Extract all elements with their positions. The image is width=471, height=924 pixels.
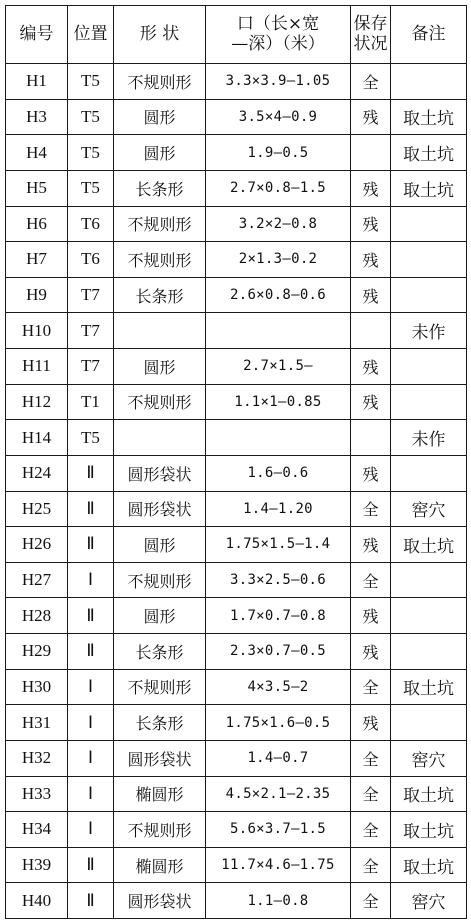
cell-notes: 取土坑 (391, 776, 467, 812)
cell-preservation: 残 (351, 705, 391, 741)
cell-preservation: 残 (351, 455, 391, 491)
cell-dimensions: 2.7×0.8—1.5 (206, 170, 351, 206)
cell-dimensions: 1.75×1.6—0.5 (206, 705, 351, 741)
table-row (6, 420, 467, 456)
cell-id: H7 (6, 242, 68, 278)
cell-shape: 椭圆形 (114, 847, 206, 883)
cell-notes: 取土坑 (391, 99, 467, 135)
cell-id: H32 (6, 740, 68, 776)
cell-shape: 不规则形 (114, 669, 206, 705)
cell-preservation: 全 (351, 64, 391, 100)
cell-dimensions (206, 313, 351, 349)
cell-location: Ⅰ (68, 562, 114, 598)
cell-notes (391, 242, 467, 278)
cell-notes (391, 64, 467, 100)
cell-preservation: 全 (351, 812, 391, 848)
cell-id: H9 (6, 277, 68, 313)
cell-shape: 圆形袋状 (114, 740, 206, 776)
cell-location: T7 (68, 349, 114, 385)
cell-notes: 取土坑 (391, 135, 467, 171)
table-row (6, 64, 467, 100)
cell-notes (391, 455, 467, 491)
table-row (6, 135, 467, 171)
cell-notes (391, 705, 467, 741)
pit-inventory-table (5, 5, 467, 919)
cell-shape: 圆形 (114, 349, 206, 385)
cell-preservation: 残 (351, 634, 391, 670)
cell-preservation: 残 (351, 527, 391, 563)
table-row (6, 776, 467, 812)
cell-location: T6 (68, 242, 114, 278)
cell-notes (391, 384, 467, 420)
cell-preservation (351, 313, 391, 349)
table-row (6, 705, 467, 741)
cell-shape: 长条形 (114, 277, 206, 313)
cell-dimensions: 1.6—0.6 (206, 455, 351, 491)
cell-preservation: 残 (351, 242, 391, 278)
cell-location: Ⅱ (68, 455, 114, 491)
cell-preservation: 全 (351, 562, 391, 598)
cell-notes (391, 598, 467, 634)
cell-shape: 长条形 (114, 705, 206, 741)
cell-location: Ⅰ (68, 705, 114, 741)
cell-location: T7 (68, 277, 114, 313)
cell-id: H25 (6, 491, 68, 527)
cell-id: H5 (6, 170, 68, 206)
table-row (6, 562, 467, 598)
cell-notes (391, 634, 467, 670)
cell-shape: 不规则形 (114, 384, 206, 420)
cell-location: Ⅱ (68, 847, 114, 883)
cell-location: T5 (68, 135, 114, 171)
cell-shape: 不规则形 (114, 64, 206, 100)
cell-shape: 长条形 (114, 170, 206, 206)
cell-location: Ⅰ (68, 776, 114, 812)
cell-location: T5 (68, 170, 114, 206)
cell-shape: 圆形袋状 (114, 455, 206, 491)
cell-location: Ⅱ (68, 527, 114, 563)
cell-id: H34 (6, 812, 68, 848)
cell-id: H11 (6, 349, 68, 385)
header-preservation (351, 6, 391, 64)
header-preservation-line2: 状况 (353, 33, 388, 54)
cell-notes (391, 206, 467, 242)
cell-shape: 不规则形 (114, 562, 206, 598)
cell-id: H33 (6, 776, 68, 812)
cell-shape: 不规则形 (114, 242, 206, 278)
cell-id: H24 (6, 455, 68, 491)
cell-location: Ⅰ (68, 669, 114, 705)
cell-dimensions: 4.5×2.1—2.35 (206, 776, 351, 812)
table-row (6, 313, 467, 349)
cell-id: H10 (6, 313, 68, 349)
cell-dimensions: 1.7×0.7—0.8 (206, 598, 351, 634)
cell-dimensions: 1.1—0.8 (206, 883, 351, 919)
cell-notes: 未作 (391, 420, 467, 456)
cell-preservation: 全 (351, 847, 391, 883)
header-dims (206, 6, 351, 64)
cell-location: Ⅱ (68, 491, 114, 527)
cell-preservation: 残 (351, 99, 391, 135)
cell-notes (391, 349, 467, 385)
table-row (6, 634, 467, 670)
cell-preservation: 全 (351, 491, 391, 527)
cell-shape: 圆形 (114, 99, 206, 135)
table-row (6, 242, 467, 278)
cell-shape (114, 313, 206, 349)
table-body (6, 64, 467, 919)
table-row (6, 740, 467, 776)
cell-preservation: 全 (351, 776, 391, 812)
header-dims-line2: —深）（米） (231, 33, 325, 54)
cell-preservation (351, 420, 391, 456)
cell-dimensions: 11.7×4.6—1.75 (206, 847, 351, 883)
cell-dimensions: 1.4—1.20 (206, 491, 351, 527)
cell-id: H28 (6, 598, 68, 634)
cell-notes (391, 562, 467, 598)
cell-shape: 圆形 (114, 598, 206, 634)
cell-notes: 窖穴 (391, 491, 467, 527)
header-id: 编号 (6, 6, 68, 64)
cell-dimensions: 3.3×2.5—0.6 (206, 562, 351, 598)
cell-dimensions: 2.7×1.5— (206, 349, 351, 385)
cell-location: T5 (68, 64, 114, 100)
table-row (6, 99, 467, 135)
cell-notes: 取土坑 (391, 527, 467, 563)
table-row (6, 847, 467, 883)
cell-shape: 圆形 (114, 135, 206, 171)
cell-shape: 不规则形 (114, 812, 206, 848)
table-row (6, 384, 467, 420)
cell-location: T7 (68, 313, 114, 349)
cell-shape: 不规则形 (114, 206, 206, 242)
cell-preservation: 残 (351, 349, 391, 385)
cell-notes: 取土坑 (391, 669, 467, 705)
header-preservation-line1: 保存 (353, 13, 388, 34)
cell-dimensions: 4×3.5—2 (206, 669, 351, 705)
cell-shape: 长条形 (114, 634, 206, 670)
table-row (6, 527, 467, 563)
table-row (6, 883, 467, 919)
cell-id: H6 (6, 206, 68, 242)
cell-location: Ⅱ (68, 598, 114, 634)
cell-notes: 取土坑 (391, 812, 467, 848)
cell-preservation: 全 (351, 883, 391, 919)
header-notes: 备注 (391, 6, 467, 64)
cell-id: H29 (6, 634, 68, 670)
header-dims-line1: 口（长×宽 (236, 13, 320, 34)
header-location: 位置 (68, 6, 114, 64)
cell-id: H1 (6, 64, 68, 100)
cell-preservation: 残 (351, 598, 391, 634)
cell-preservation: 残 (351, 206, 391, 242)
cell-notes: 未作 (391, 313, 467, 349)
table-row (6, 349, 467, 385)
cell-dimensions: 1.4—0.7 (206, 740, 351, 776)
cell-location: Ⅰ (68, 740, 114, 776)
cell-id: H12 (6, 384, 68, 420)
header-shape: 形 状 (114, 6, 206, 64)
cell-dimensions: 2×1.3—0.2 (206, 242, 351, 278)
cell-dimensions: 1.75×1.5—1.4 (206, 527, 351, 563)
table-row (6, 812, 467, 848)
cell-shape: 圆形 (114, 527, 206, 563)
cell-shape: 椭圆形 (114, 776, 206, 812)
cell-location: Ⅱ (68, 883, 114, 919)
cell-id: H39 (6, 847, 68, 883)
cell-preservation (351, 135, 391, 171)
cell-notes (391, 277, 467, 313)
cell-dimensions: 1.1×1—0.85 (206, 384, 351, 420)
table-row (6, 669, 467, 705)
cell-location: T5 (68, 99, 114, 135)
cell-notes: 窖穴 (391, 883, 467, 919)
cell-preservation: 残 (351, 277, 391, 313)
cell-id: H27 (6, 562, 68, 598)
cell-preservation: 全 (351, 669, 391, 705)
cell-id: H26 (6, 527, 68, 563)
header-row (6, 6, 467, 64)
table-header (6, 6, 467, 64)
table-row (6, 455, 467, 491)
cell-id: H31 (6, 705, 68, 741)
cell-location: T1 (68, 384, 114, 420)
cell-dimensions: 5.6×3.7—1.5 (206, 812, 351, 848)
cell-dimensions (206, 420, 351, 456)
cell-dimensions: 2.6×0.8—0.6 (206, 277, 351, 313)
cell-dimensions: 3.3×3.9—1.05 (206, 64, 351, 100)
cell-preservation: 全 (351, 740, 391, 776)
cell-shape: 圆形袋状 (114, 491, 206, 527)
cell-dimensions: 3.2×2—0.8 (206, 206, 351, 242)
cell-notes: 窖穴 (391, 740, 467, 776)
cell-preservation: 残 (351, 384, 391, 420)
cell-location: Ⅰ (68, 812, 114, 848)
table-row (6, 170, 467, 206)
table-row (6, 206, 467, 242)
cell-dimensions: 1.9—0.5 (206, 135, 351, 171)
cell-location: Ⅱ (68, 634, 114, 670)
cell-location: T5 (68, 420, 114, 456)
cell-shape: 圆形袋状 (114, 883, 206, 919)
cell-location: T6 (68, 206, 114, 242)
table-row (6, 277, 467, 313)
cell-id: H3 (6, 99, 68, 135)
cell-id: H4 (6, 135, 68, 171)
cell-id: H30 (6, 669, 68, 705)
cell-id: H14 (6, 420, 68, 456)
cell-notes: 取土坑 (391, 847, 467, 883)
table-row (6, 491, 467, 527)
cell-dimensions: 2.3×0.7—0.5 (206, 634, 351, 670)
cell-dimensions: 3.5×4—0.9 (206, 99, 351, 135)
table-row (6, 598, 467, 634)
cell-preservation: 残 (351, 170, 391, 206)
cell-notes: 取土坑 (391, 170, 467, 206)
cell-id: H40 (6, 883, 68, 919)
cell-shape (114, 420, 206, 456)
